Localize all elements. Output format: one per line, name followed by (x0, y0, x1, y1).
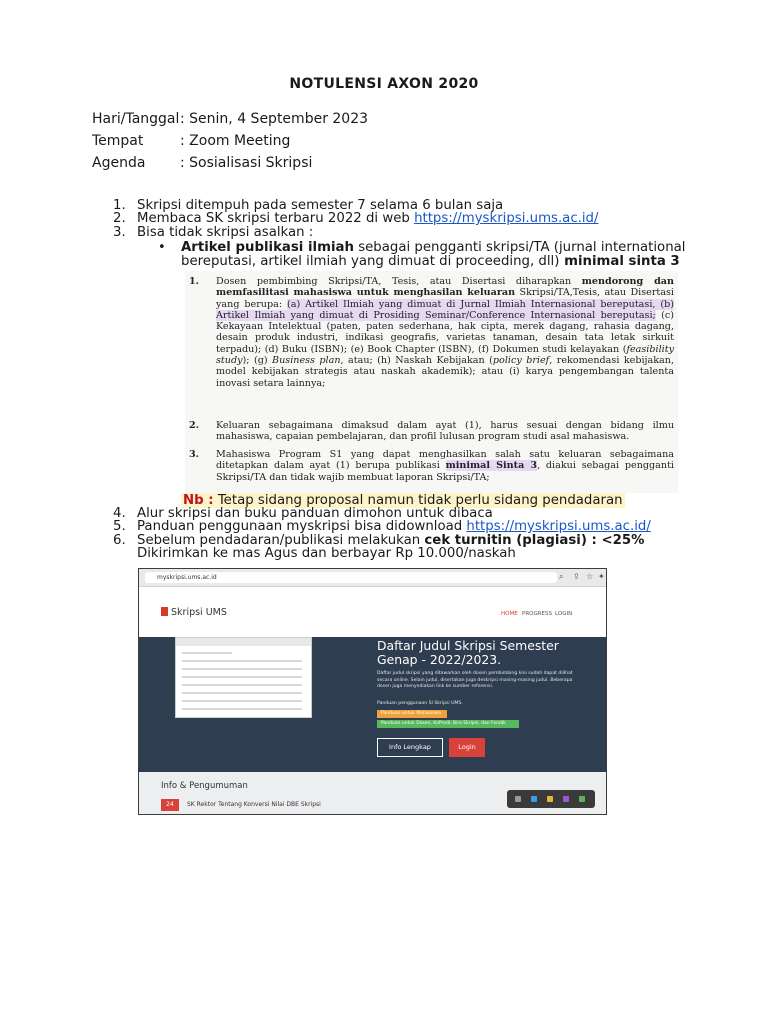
app-icon[interactable] (531, 796, 537, 802)
hero-description: Daftar judul skripsi yang ditawarkan oleh dosen pembimbing kini sudah dapat dilihat secara online. Selain judul, disertakan juga deskripsi masing-masing judul. Beberapa dosen juga menyediakan link ke sumber referensi. (377, 671, 573, 689)
app-icon[interactable] (515, 796, 521, 802)
list-number: 6. (113, 533, 126, 548)
meta-value-place: : Zoom Meeting (180, 133, 291, 149)
note-text: Tetap sidang proposal namun tidak perlu sidang pendadaran (213, 493, 623, 508)
hero-title: Daftar Judul Skripsi Semester Genap - 2022/2023. (377, 638, 559, 667)
list-item-2-text: Membaca SK skripsi terbaru 2022 di web (137, 211, 415, 226)
star-icon[interactable]: ☆ (586, 572, 594, 581)
meta-value-date: : Senin, 4 September 2023 (180, 111, 369, 127)
list-item-5 (137, 519, 651, 534)
list-number: 2. (113, 211, 126, 226)
regulation-excerpt (185, 271, 678, 493)
app-icon[interactable] (547, 796, 553, 802)
app-preview-image (175, 637, 312, 718)
panduan-mahasiswa-button[interactable]: Panduan untuk Mahasiswa (377, 710, 447, 718)
excerpt-text: Skripsi/TA,Tesis, atau Disertasi yang berupa: (216, 287, 674, 310)
panduan-label: Panduan penggunaan SI Skripsi UMS. (377, 701, 463, 706)
note-label: Nb : (183, 493, 214, 508)
excerpt-number-1: 1. (189, 276, 200, 287)
list-item-1: Skripsi ditempuh pada semester 7 selama 6 bulan saja (137, 198, 504, 213)
excerpt-text: , atau; (h) Naskah Kebijakan ( (340, 355, 493, 367)
site-brand: Skripsi UMS (171, 607, 227, 618)
myskripsi-link[interactable]: https://myskripsi.ums.ac.id/ (414, 211, 599, 226)
share-icon[interactable]: ⇪ (573, 572, 580, 581)
address-bar[interactable]: myskripsi.ums.ac.id (145, 572, 557, 583)
list-number: 3. (113, 225, 126, 240)
site-logo[interactable] (161, 607, 227, 618)
bullet-tail-bold: minimal sinta 3 (559, 254, 680, 269)
turnitin-bold: cek turnitin (plagiasi) : <25% (424, 533, 645, 548)
bullet-bold: Artikel publikasi ilmiah (181, 240, 354, 255)
list-number: 5. (113, 519, 126, 534)
nav-login[interactable]: LOGIN (555, 611, 573, 617)
bullet-icon: • (158, 240, 166, 255)
bullet-line2: bereputasi, artikel ilmiah yang dimuat di proceeding, dll) (181, 254, 560, 269)
excerpt-number-3: 3. (189, 449, 200, 460)
app-icon[interactable] (579, 796, 585, 802)
list-item-2 (137, 211, 598, 226)
info-lengkap-button[interactable]: Info Lengkap (377, 738, 443, 757)
bullet-item-line-1 (181, 240, 685, 255)
login-button[interactable]: Login (449, 738, 485, 757)
excerpt-text: Mahasiswa Program S1 yang dapat menghasilkan salah satu keluaran sebagaimana ditetapkan dalam ayat (1) berupa publikasi (216, 449, 674, 472)
meta-key-place: Tempat (92, 133, 144, 149)
nav-home[interactable]: HOME (501, 611, 518, 617)
excerpt-text: ); (g) (242, 355, 273, 367)
list-item-4: Alur skripsi dan buku panduan dimohon untuk dibaca (137, 506, 493, 521)
list-item-3: Bisa tidak skripsi asalkan : (137, 225, 314, 240)
list-number: 4. (113, 506, 126, 521)
meta-value-agenda: : Sosialisasi Skripsi (180, 155, 313, 171)
myskripsi-download-link[interactable]: https://myskripsi.ums.ac.id/ (466, 519, 651, 534)
extension-icon[interactable]: ✦ (598, 572, 605, 581)
excerpt-text: Dosen pembimbing Skripsi/TA, Tesis, atau Disertasi diharapkan (216, 276, 582, 287)
bullet-item-line-2 (181, 254, 680, 269)
news-date-badge: 24 (161, 799, 179, 811)
website-screenshot (138, 568, 607, 815)
excerpt-paragraph-2: Keluaran sebagaimana dimaksud dalam ayat (1), harus sesuai dengan bidang ilmu mahasiswa, capaian pembelajaran, dan profil lulusan program studi asal mahasiswa. (216, 420, 674, 443)
excerpt-bold: mendorong dan memfasilitasi mahasiswa untuk menghasilan keluaran (216, 276, 674, 299)
document-icon (161, 607, 168, 616)
excerpt-highlight: (a) Artikel Ilmiah yang dimuat di Jurnal Ilmiah Internasional bereputasi, (b) Artikel Ilmiah yang dimuat di Prosiding Seminar/Conference Internasional bereputasi; (216, 298, 674, 321)
excerpt-text: , rekomendasi kebijakan, model kebijakan strategis atau naskah akademik); atau (i) karya pengembangan talenta inovasi setara lainnya; (216, 355, 674, 389)
zoom-icon[interactable]: ⌕ (559, 572, 564, 581)
taskbar (507, 790, 595, 808)
meta-key-agenda: Agenda (92, 155, 146, 171)
list-number: 1. (113, 198, 126, 213)
excerpt-highlight: minimal Sinta 3 (445, 460, 538, 472)
hero-section (139, 637, 606, 772)
panduan-dosen-button[interactable]: Panduan untuk Dosen, KaProdi, Biro Skripsi, dan Fendik (377, 720, 519, 728)
bullet-rest: sebagai pengganti skripsi/TA (jurnal international (353, 240, 686, 255)
excerpt-paragraph-1 (216, 276, 674, 389)
nav-progress[interactable]: PROGRESS (522, 611, 553, 617)
list-item-6-line-2: Dikirimkan ke mas Agus dan berbayar Rp 10.000/naskah (137, 546, 516, 561)
list-item-5-text: Panduan penggunaan myskripsi bisa didownload (137, 519, 467, 534)
app-icon[interactable] (563, 796, 569, 802)
meta-key-date: Hari/Tanggal (92, 111, 180, 127)
site-navbar (139, 587, 606, 637)
excerpt-italic: policy brief (492, 355, 550, 367)
excerpt-text: (c) Kekayaan Intelektual (paten, paten sederhana, hak cipta, merek dagang, rahasia dagang, desain produk industri, indikasi geografis, varietas tanaman, desain tata letak sirkuit terpadu); (d) Buku (ISBN); (e) Book Chapter (ISBN), (f) Dokumen studi kelayakan ( (216, 309, 674, 355)
excerpt-italic: Business plan (272, 355, 341, 367)
news-title: Info & Pengumuman (161, 781, 248, 791)
document-title: NOTULENSI AXON 2020 (289, 76, 479, 92)
excerpt-paragraph-3 (216, 449, 674, 483)
excerpt-italic: feasibility study (216, 343, 674, 367)
list-item-6-text: Sebelum pendadaran/publikasi melakukan (137, 533, 425, 548)
news-item-link[interactable]: SK Rektor Tentang Konversi Nilai DBE Skripsi (187, 801, 321, 808)
excerpt-number-2: 2. (189, 420, 200, 431)
browser-bar (139, 569, 606, 587)
excerpt-text: , diakui sebagai pengganti Skripsi/TA dan tidak wajib membuat laporan Skripsi/TA; (216, 460, 674, 483)
